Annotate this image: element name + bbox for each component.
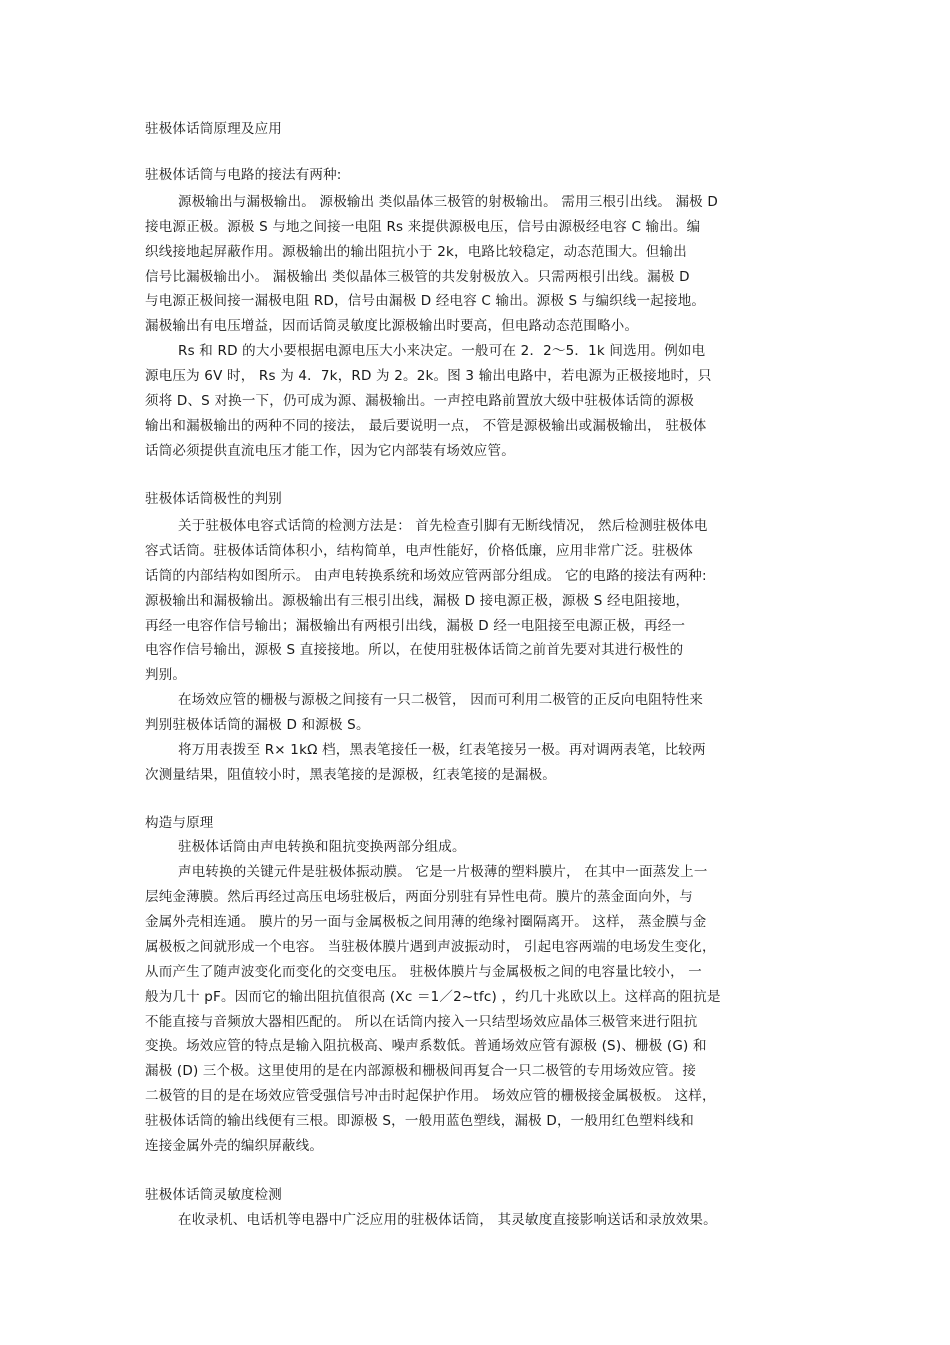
paragraph-line: 属极板之间就形成一个电容。 当驻极体膜片遇到声波振动时， 引起电容两端的电场发生变化，: [145, 939, 716, 955]
section-heading: 驻极体话筒灵敏度检测: [145, 1187, 282, 1203]
paragraph-line: 连接金属外壳的编织屏蔽线。: [145, 1138, 324, 1154]
paragraph-line: Rs 和 RD 的大小要根据电源电压大小来决定。一般可在 2．2～5．1k 间选用。例如电: [178, 343, 706, 359]
paragraph-line: 话筒必须提供直流电压才能工作，因为它内部装有场效应管。: [145, 443, 515, 459]
paragraph-line: 般为几十 pF。因而它的输出阻抗值很高 (Xc ＝1／2~tfc) ，约几十兆欧以上。这样高的阻抗是: [145, 989, 721, 1005]
paragraph-line: 话筒的内部结构如图所示。 由声电转换系统和场效应管两部分组成。 它的电路的接法有两种:: [145, 568, 707, 584]
paragraph-line: 次测量结果，阻值较小时，黑表笔接的是源极，红表笔接的是漏极。: [145, 767, 556, 783]
paragraph-line: 输出和漏极输出的两种不同的接法， 最后要说明一点， 不管是源极输出或漏极输出， 驻极体: [145, 418, 707, 434]
paragraph-line: 须将 D、S 对换一下，仍可成为源、漏极输出。一声控电路前置放大级中驻极体话筒的源极: [145, 393, 694, 409]
paragraph-line: 驻极体话筒的输出线便有三根。即源极 S，一般用蓝色塑线，漏极 D，一般用红色塑料线和: [145, 1113, 694, 1129]
paragraph-line: 信号比漏极输出小。 漏极输出 类似晶体三极管的共发射极放入。只需两根引出线。漏极 D: [145, 269, 690, 285]
document-title: 驻极体话筒原理及应用: [145, 121, 282, 137]
paragraph-line: 源极输出和漏极输出。源极输出有三根引出线，漏极 D 接电源正极，源极 S 经电阻接地，: [145, 593, 690, 609]
paragraph-line: 源极输出与漏极输出。 源极输出 类似晶体三极管的射极输出。 需用三根引出线。 漏极 D: [178, 194, 718, 210]
paragraph-line: 漏极 (D) 三个极。这里使用的是在内部源极和栅极间再复合一只二极管的专用场效应管。接: [145, 1063, 697, 1079]
paragraph-line: 漏极输出有电压增益，因而话筒灵敏度比源极输出时要高，但电路动态范围略小。: [145, 318, 639, 334]
paragraph-line: 声电转换的关键元件是驻极体振动膜。 它是一片极薄的塑料膜片， 在其中一面蒸发上一: [178, 864, 708, 880]
paragraph-line: 二极管的目的是在场效应管受强信号冲击时起保护作用。 场效应管的栅极接金属极板。 这样，: [145, 1088, 716, 1104]
paragraph-line: 接电源正极。源极 S 与地之间接一电阻 Rs 来提供源极电压，信号由源极经电容 C 输出。编: [145, 219, 701, 235]
paragraph-line: 不能直接与音频放大器相匹配的。 所以在话筒内接入一只结型场效应晶体三极管来进行阻抗: [145, 1014, 698, 1030]
paragraph-line: 变换。场效应管的特点是输入阻抗极高、噪声系数低。普通场效应管有源极 (S)、栅极 (G) 和: [145, 1038, 707, 1054]
paragraph-line: 将万用表拨至 R× 1kΩ 档，黑表笔接任一极，红表笔接另一极。再对调两表笔，比较两: [178, 742, 706, 758]
section-heading: 驻极体话筒与电路的接法有两种:: [145, 167, 342, 183]
paragraph-line: 驻极体话筒由声电转换和阻抗变换两部分组成。: [178, 839, 466, 855]
section-heading: 驻极体话筒极性的判别: [145, 491, 282, 507]
paragraph-line: 金属外壳相连通。 膜片的另一面与金属极板之间用薄的绝缘衬圈隔离开。 这样， 蒸金膜与金: [145, 914, 707, 930]
paragraph-line: 从而产生了随声波变化而变化的交变电压。 驻极体膜片与金属极板之间的电容量比较小， 一: [145, 964, 702, 980]
paragraph-line: 电容作信号输出，源极 S 直接接地。所以，在使用驻极体话筒之前首先要对其进行极性的: [145, 642, 684, 658]
paragraph-line: 织线接地起屏蔽作用。源极输出的输出阻抗小于 2k，电路比较稳定，动态范围大。但输出: [145, 244, 687, 260]
paragraph-line: 判别。: [145, 667, 187, 683]
paragraph-line: 在收录机、电话机等电器中广泛应用的驻极体话筒， 其灵敏度直接影响送话和录放效果。: [178, 1212, 717, 1228]
paragraph-line: 源电压为 6V 时， Rs 为 4．7k，RD 为 2。2k。图 3 输出电路中，若电源为正极接地时，只: [145, 368, 712, 384]
paragraph-line: 层纯金薄膜。然后再经过高压电场驻极后，两面分别驻有异性电荷。膜片的蒸金面向外，与: [145, 889, 693, 905]
paragraph-line: 判别驻极体话筒的漏极 D 和源极 S。: [145, 717, 370, 733]
paragraph-line: 与电源正极间接一漏极电阻 RD，信号由漏极 D 经电容 C 输出。源极 S 与编织线一起接地。: [145, 293, 706, 309]
paragraph-line: 在场效应管的栅极与源极之间接有一只二极管， 因而可利用二极管的正反向电阻特性来: [178, 692, 704, 708]
paragraph-line: 关于驻极体电容式话筒的检测方法是： 首先检查引脚有无断线情况， 然后检测驻极体电: [178, 518, 708, 534]
paragraph-line: 容式话筒。驻极体话筒体积小，结构简单，电声性能好，价格低廉，应用非常广泛。驻极体: [145, 543, 693, 559]
section-heading: 构造与原理: [145, 815, 214, 831]
paragraph-line: 再经一电容作信号输出；漏极输出有两根引出线，漏极 D 经一电阻接至电源正极，再经一: [145, 618, 686, 634]
